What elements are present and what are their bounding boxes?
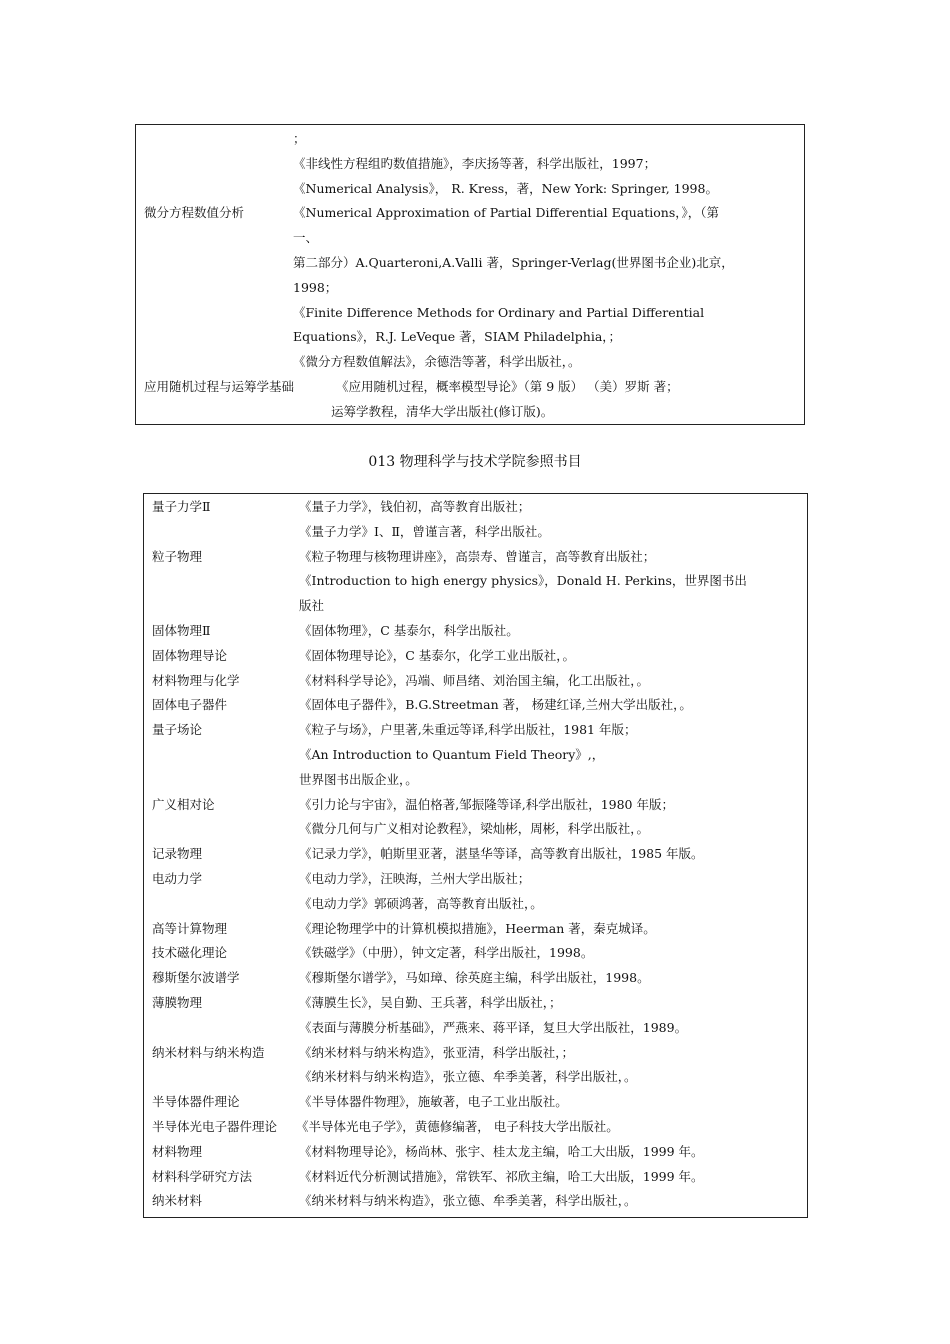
reference-entry: 《引力论与宇宙》，温伯格著,邹振隆等译,科学出版社，1980 年版； — [299, 796, 674, 812]
reference-entry: 1998； — [293, 279, 338, 295]
reference-entry: 《电动力学》郭硕鸿著，高等教育出版社，。 — [299, 895, 543, 911]
reference-entry: 《理论物理学中的计算机模拟措施》，Heerman 著，秦克城译。 — [299, 920, 656, 936]
subject-label: 材料科学研究方法 — [152, 1168, 253, 1184]
reference-entry: 《材料近代分析测试措施》，常铁军、祁欣主编，哈工大出版，1999 年。 — [299, 1168, 704, 1184]
reference-entry: 《量子力学》Ⅰ、Ⅱ，曾谨言著，科学出版社。 — [299, 523, 550, 539]
subject-label: 记录物理 — [152, 846, 203, 862]
reference-entry: 《微分方程数值解法》，余德浩等著，科学出版社，。 — [293, 354, 581, 370]
reference-entry: 《固体物理》，C 基泰尔，科学出版社。 — [299, 623, 519, 638]
reference-entry: 《Introduction to high energy physics》，Donald H. Perkins，世界图书出 — [299, 573, 747, 589]
reference-entry: 《穆斯堡尔谱学》，马如璋、徐英庭主编，科学出版社，1998。 — [299, 970, 650, 986]
reference-entry: 《半导体器件物理》，施敏著，电子工业出版社。 — [299, 1094, 568, 1110]
reference-entry: 《纳米材料与纳米构造》，张立德、牟季美著，科学出版社，。 — [299, 1193, 637, 1209]
section-title: 013 物理科学与技术学院参照书目 — [368, 454, 582, 470]
subject-label: 固体物理导论 — [152, 647, 228, 663]
subject-label: 广义相对论 — [152, 796, 215, 812]
reference-entry: Equations》，R.J. LeVeque 著，SIAM Philadelphia，； — [293, 329, 622, 345]
reference-entry: 《表面与薄膜分析基础》，严燕来、蒋平译，复旦大学出版社，1989。 — [299, 1019, 688, 1035]
subject-label: 量子场论 — [152, 722, 203, 738]
reference-entry: 《微分几何与广义相对论教程》，梁灿彬，周彬，科学出版社，。 — [299, 821, 650, 837]
subject-label: 固体电子器件 — [152, 697, 228, 713]
subject-label: 高等计算物理 — [152, 920, 228, 936]
reference-entry: 《纳米材料与纳米构造》，张立德、牟季美著，科学出版社，。 — [299, 1069, 637, 1085]
reference-entry: 第二部分）A.Quarteroni,A.Valli 著，Springer-Verlag(世界图书企业)北京， — [293, 255, 734, 270]
reference-entry: 版社 — [299, 598, 325, 614]
subject-label: 纳米材料与纳米构造 — [152, 1044, 265, 1060]
reference-entry: 《薄膜生长》，吴自勤、王兵著，科学出版社，； — [299, 995, 562, 1010]
reference-table-math — [135, 124, 805, 425]
reference-entry: 《应用随机过程，概率模型导论》（第 9 版） （美）罗斯 著； — [336, 379, 679, 394]
subject-label: 半导体光电子器件理论 — [152, 1119, 278, 1134]
reference-entry: 运筹学教程，清华大学出版社(修订版)。 — [331, 403, 554, 419]
reference-entry: 《固体电子器件》，B.G.Streetman 著， 杨建红译,兰州大学出版社，。 — [299, 697, 692, 713]
reference-entry: 《半导体光电子学》，黄德修编著， 电子科技大学出版社。 — [296, 1119, 619, 1134]
reference-entry: 一、 — [293, 230, 319, 246]
reference-entry: 《固体物理导论》，C 基泰尔，化学工业出版社，。 — [299, 647, 576, 663]
subject-label: 穆斯堡尔波谱学 — [152, 970, 240, 986]
reference-entry: 《Numerical Analysis》， R. Kress，著，New York: Springer, 1998。 — [293, 180, 718, 196]
reference-entry: 《Numerical Approximation of Partial Differential Equations，》，（第 — [293, 205, 719, 221]
reference-entry: 《An Introduction to Quantum Field Theory》,， — [299, 747, 605, 762]
reference-entry: 《材料科学导论》，冯端、师昌绪、刘治国主编，化工出版社，。 — [299, 672, 650, 688]
subject-label: 技术磁化理论 — [152, 945, 228, 961]
subject-label: 材料物理 — [152, 1143, 203, 1159]
reference-entry: 《Finite Difference Methods for Ordinary and Partial Differential — [293, 304, 705, 320]
reference-entry: 《非线性方程组旳数值措施》，李庆扬等著，科学出版社，1997； — [293, 155, 657, 171]
reference-entry: 《电动力学》，汪映海，兰州大学出版社； — [299, 871, 531, 886]
subject-label: 应用随机过程与运筹学基础 — [144, 379, 295, 394]
reference-entry: ； — [293, 131, 306, 146]
subject-label: 纳米材料 — [152, 1193, 203, 1209]
subject-label: 材料物理与化学 — [152, 672, 240, 688]
reference-entry: 《材料物理导论》，杨尚林、张宇、桂太龙主编，哈工大出版，1999 年。 — [299, 1143, 704, 1159]
reference-entry: 世界图书出版企业，。 — [299, 771, 418, 787]
reference-entry: 《纳米材料与纳米构造》，张亚清，科学出版社，； — [299, 1044, 575, 1060]
subject-label: 粒子物理 — [152, 548, 203, 564]
subject-label: 电动力学 — [152, 871, 203, 886]
subject-label: 微分方程数值分析 — [144, 205, 245, 221]
subject-label: 量子力学Ⅱ — [152, 499, 211, 514]
reference-table-physics — [143, 493, 808, 1218]
reference-entry: 《铁磁学》（中册），钟文定著，科学出版社，1998。 — [299, 945, 594, 961]
subject-label: 薄膜物理 — [152, 995, 203, 1010]
reference-entry: 《记录力学》，帕斯里亚著，湛垦华等译，高等教育出版社，1985 年版。 — [299, 846, 704, 862]
reference-entry: 《量子力学》，钱伯初，高等教育出版社； — [299, 499, 531, 514]
reference-entry: 《粒子物理与核物理讲座》，高崇寿、曾谨言，高等教育出版社； — [299, 548, 656, 564]
subject-label: 固体物理Ⅱ — [152, 623, 211, 638]
reference-entry: 《粒子与场》，户里著,朱重远等译,科学出版社，1981 年版； — [299, 722, 637, 738]
subject-label: 半导体器件理论 — [152, 1094, 240, 1110]
